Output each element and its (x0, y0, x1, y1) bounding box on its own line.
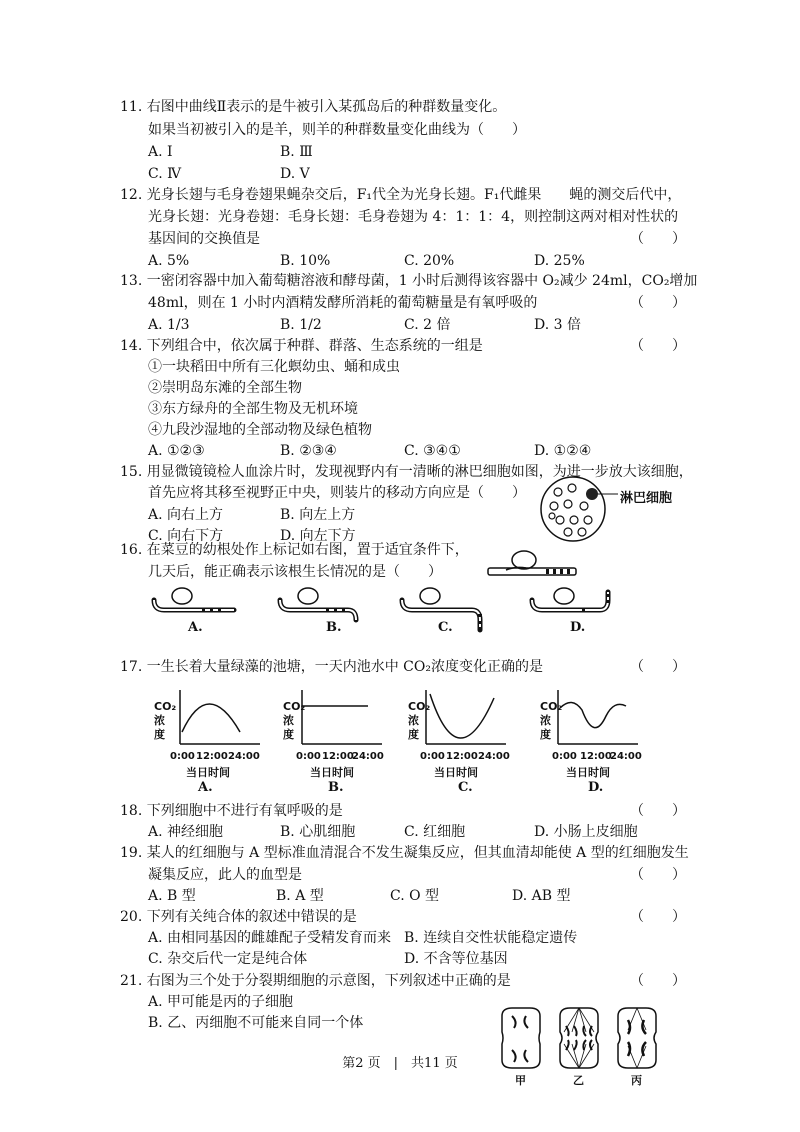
co2-graph-a-tick-0: 0:00 (170, 751, 195, 762)
q21-stem-line1: 21. 右图为三个处于分裂期细胞的示意图，下列叙述中正确的是 (120, 973, 511, 989)
co2-graph-a-option: A. (198, 780, 213, 795)
q15-option-d: D. 向左下方 (280, 528, 356, 544)
co2-graph-c-xlabel: 当日时间 (434, 766, 478, 779)
q19-option-c: C. O 型 (390, 888, 440, 904)
q11-stem-line2: 如果当初被引入的是羊，则羊的种群数量变化曲线为（ ） (148, 122, 526, 138)
page-footer: 第2 页 | 共11 页 (342, 1056, 458, 1071)
q12-answer-paren: （ ） (630, 231, 686, 247)
q20-option-b: B. 连续自交性状能稳定遗传 (404, 930, 578, 946)
cell-label-jia: 甲 (515, 1074, 526, 1087)
q13-option-b: B. 1/2 (280, 317, 322, 333)
seedling-reference-figure (486, 548, 586, 584)
q17-stem-line1: 17. 一生长着大量绿藻的池塘，一天内池水中 CO₂浓度变化正确的是 (120, 659, 543, 675)
q19-stem-line2: 凝集反应，此人的血型是 (148, 867, 302, 883)
q20-option-d: D. 不含等位基因 (404, 951, 508, 967)
seedling-option-a (152, 586, 242, 620)
co2-graph-b-tick-24: 24:00 (352, 751, 384, 762)
co2-graph-b-tick-12: 12:00 (322, 751, 354, 762)
cell-label-yi: 乙 (573, 1074, 584, 1087)
co2-graph-c-ylabel: CO₂浓度 (408, 700, 431, 741)
q21-option-b: B. 乙、丙细胞不可能来自同一个体 (148, 1015, 364, 1031)
co2-graph-d-tick-12: 12:00 (580, 751, 612, 762)
q17-answer-paren: （ ） (630, 659, 686, 675)
q14-option-a: A. ①②③ (148, 443, 205, 459)
co2-graph-d-tick-24: 24:00 (610, 751, 642, 762)
q11-stem-line1: 11. 右图中曲线Ⅱ表示的是牛被引入某孤岛后的种群数量变化。 (120, 99, 507, 115)
q13-answer-paren: （ ） (630, 295, 686, 311)
microscope-field-figure (540, 474, 610, 544)
q16-stem-line1: 16. 在菜豆的幼根处作上标记如右图，置于适宜条件下， (120, 542, 469, 558)
q12-stem-line1: 12. 光身长翅与毛身卷翅果蝇杂交后，F₁代全为光身长翅。F₁代雌果 蝇的测交后代中， (120, 187, 682, 203)
co2-graph-c-tick-12: 12:00 (446, 751, 478, 762)
co2-graph-b-tick-0: 0:00 (296, 751, 321, 762)
q18-stem-line1: 18. 下列细胞中不进行有氧呼吸的是 (120, 803, 343, 819)
co2-graph-a-tick-12: 12:00 (196, 751, 228, 762)
q18-option-b: B. 心肌细胞 (280, 824, 356, 840)
q12-stem-line2: 光身长翅：光身卷翅：毛身长翅：毛身卷翅为 4：1：1：4，则控制这两对相对性状的 (148, 209, 679, 225)
q15-option-c: C. 向右下方 (148, 528, 224, 544)
q20-option-c: C. 杂交后代一定是纯合体 (148, 951, 308, 967)
q12-stem-line3: 基因间的交换值是 (148, 231, 260, 247)
seedling-option-b (278, 586, 368, 626)
q16-option-a-label: A. (188, 620, 203, 635)
q16-option-d-label: D. (570, 620, 586, 635)
q18-answer-paren: （ ） (630, 803, 686, 819)
co2-graph-b-option: B. (328, 780, 344, 795)
q20-option-a: A. 由相同基因的雌雄配子受精发育而来 (148, 930, 392, 946)
q19-option-d: D. AB 型 (512, 888, 571, 904)
q13-option-a: A. 1/3 (148, 317, 190, 333)
q18-option-c: C. 红细胞 (404, 824, 466, 840)
seedling-option-d (530, 586, 620, 620)
q11-option-a: A. Ⅰ (148, 144, 173, 160)
q21-option-a: A. 甲可能是丙的子细胞 (148, 994, 294, 1010)
co2-graph-d-xlabel: 当日时间 (566, 766, 610, 779)
q19-option-a: A. B 型 (148, 888, 196, 904)
q18-option-a: A. 神经细胞 (148, 824, 224, 840)
q15-stem-line1: 15. 用显微镜镜检人血涂片时，发现视野内有一清晰的淋巴细胞如图，为进一步放大该细胞， (120, 464, 693, 480)
co2-graph-d-ylabel: CO₂浓度 (540, 700, 563, 741)
q13-option-d: D. 3 倍 (534, 317, 581, 333)
q12-option-b: B. 10% (280, 253, 331, 269)
q13-stem-line2: 48ml，则在 1 小时内酒精发酵所消耗的葡萄糖量是有氧呼吸的 (148, 295, 538, 311)
co2-graph-c-tick-24: 24:00 (478, 751, 510, 762)
lymphocyte-label: 淋巴细胞 (620, 491, 673, 506)
q12-option-d: D. 25% (534, 253, 585, 269)
q14-item-4: ④九段沙湿地的全部动物及绿色植物 (148, 422, 372, 438)
q21-answer-paren: （ ） (630, 973, 686, 989)
q19-stem-line1: 19. 某人的红细胞与 A 型标准血清混合不发生凝集反应，但其血清却能使 A 型的红细胞发生 (120, 845, 689, 861)
q14-option-b: B. ②③④ (280, 443, 337, 459)
co2-graph-d-tick-0: 0:00 (552, 751, 577, 762)
q12-option-a: A. 5% (148, 253, 190, 269)
co2-graph-a-xlabel: 当日时间 (186, 766, 230, 779)
co2-graph-b-xlabel: 当日时间 (310, 766, 354, 779)
co2-graph-c-option: C. (458, 780, 473, 795)
q16-stem-line2: 几天后，能正确表示该根生长情况的是（ ） (148, 564, 442, 580)
q13-stem-line1: 13. 一密闭容器中加入葡萄糖溶液和酵母菌，1 小时后测得该容器中 O₂减少 24ml，CO₂增加 (120, 273, 698, 289)
co2-graph-a-tick-24: 24:00 (228, 751, 260, 762)
q16-option-b-label: B. (326, 620, 342, 635)
q14-answer-paren: （ ） (630, 338, 686, 354)
q15-option-b: B. 向左上方 (280, 507, 356, 523)
q19-answer-paren: （ ） (630, 867, 686, 883)
co2-graph-a-ylabel: CO₂浓度 (154, 700, 177, 741)
q19-option-b: B. A 型 (276, 888, 324, 904)
q15-option-a: A. 向右上方 (148, 507, 224, 523)
q14-item-1: ①一块稻田中所有三化螟幼虫、蛹和成虫 (148, 359, 400, 375)
co2-graph-d-option: D. (588, 780, 604, 795)
q11-option-d: D. Ⅴ (280, 166, 310, 182)
q12-option-c: C. 20% (404, 253, 455, 269)
q15-stem-line2: 首先应将其移至视野正中央，则装片的移动方向应是（ ） (148, 485, 526, 501)
q14-stem-line1: 14. 下列组合中，依次属于种群、群落、生态系统的一组是 (120, 338, 483, 354)
q20-answer-paren: （ ） (630, 909, 686, 925)
co2-graph-c-tick-0: 0:00 (420, 751, 445, 762)
q11-option-b: B. Ⅲ (280, 144, 313, 160)
q16-option-c-label: C. (438, 620, 453, 635)
q13-option-c: C. 2 倍 (404, 317, 451, 333)
q11-option-c: C. Ⅳ (148, 166, 182, 182)
q14-option-d: D. ①②④ (534, 443, 592, 459)
q14-item-3: ③东方绿舟的全部生物及无机环境 (148, 401, 358, 417)
q18-option-d: D. 小肠上皮细胞 (534, 824, 638, 840)
q20-stem-line1: 20. 下列有关纯合体的叙述中错误的是 (120, 909, 357, 925)
co2-graph-b-ylabel: CO₂浓度 (283, 700, 306, 741)
cell-label-bing: 丙 (631, 1074, 642, 1087)
q14-item-2: ②崇明岛东滩的全部生物 (148, 380, 302, 396)
q14-option-c: C. ③④① (404, 443, 461, 459)
